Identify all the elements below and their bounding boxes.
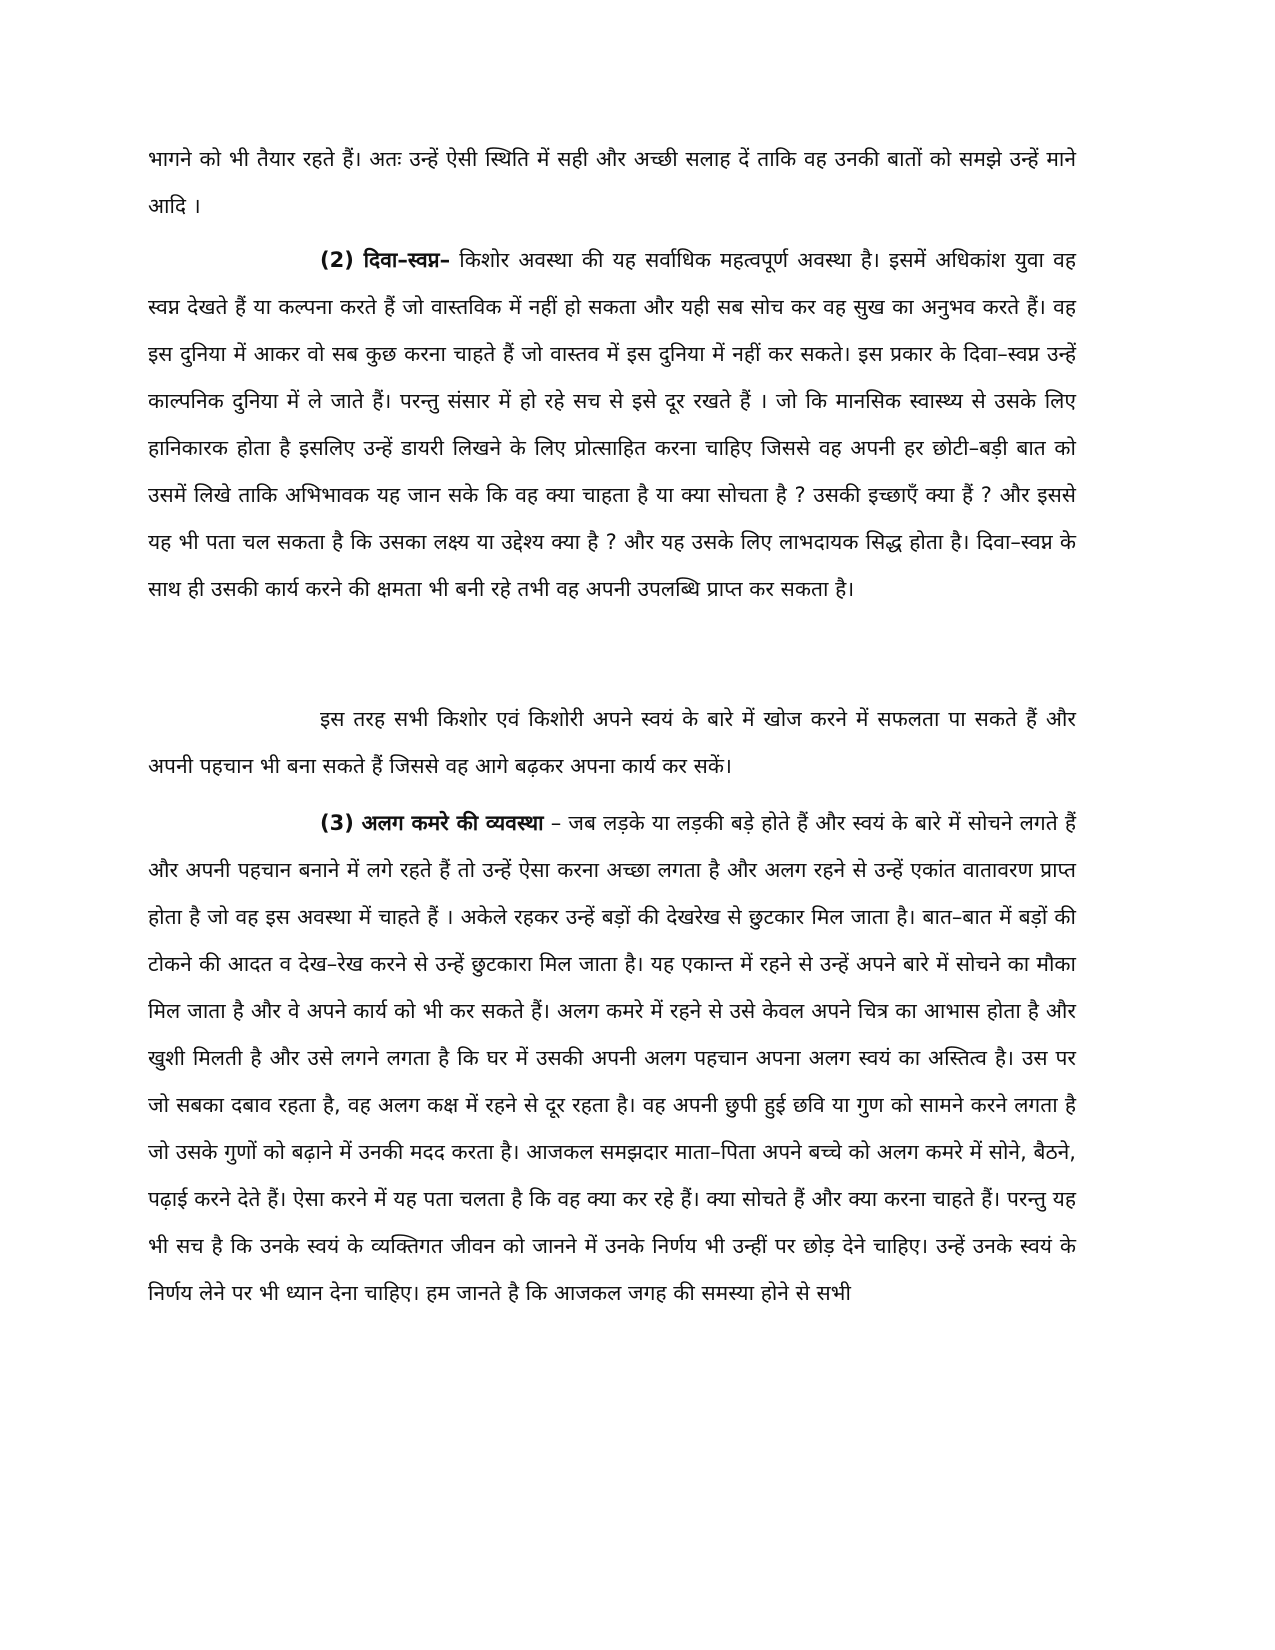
section-separate-room: [148, 800, 1076, 1317]
section-body-text: – जब लड़के या लड़की बड़े होते हैं और स्वयं के बारे में सोचने लगते हैं और अपनी पहचान बनाने में लगे रहते हैं तो उन्हें ऐसा करना अच्छा लगता है और अलग रहने से उन्हें एकांत वातावरण प्राप्त होता है जो वह इस अवस्था में चाहते हैं । अकेले रहकर उन्हें बड़ों की देखरेख से छुटकार मिल जाता है। बात–बात में बड़ों की टोकने की आदत व देख–रेख करने से उन्हें छुटकारा मिल जाता है। यह एकान्त में रहने से उन्हें अपने बारे में सोचने का मौका मिल जाता है और वे अपने कार्य को भी कर सकते हैं। अलग कमरे में रहने से उसे केवल अपने चित्र का आभास होता है और खुशी मिलती है और उसे लगने लगता है कि घर में उसकी अपनी अलग पहचान अपना अलग स्वयं का अस्तित्व है। उस पर जो सबका दबाव रहता है, वह अलग कक्ष में रहने से दूर रहता है। वह अपनी छुपी हुई छवि या गुण को सामने करने लगता है जो उसके गुणों को बढ़ाने में उनकी मदद करता है। आजकल समझदार माता–पिता अपने बच्चे को अलग कमरे में सोने, बैठने, पढ़ाई करने देते हैं। ऐसा करने में यह पता चलता है कि वह क्या कर रहे हैं। क्या सोचते हैं और क्या करना चाहते हैं। परन्तु यह भी सच है कि उनके स्वयं के व्यक्तिगत जीवन को जानने में उनके निर्णय भी उन्हीं पर छोड़ देने चाहिए। उन्हें उनके स्वयं के निर्णय लेने पर भी ध्यान देना चाहिए। हम जानते है कि आजकल जगह की समस्या होने से सभी: [148, 811, 1076, 1305]
paragraph-text: भागने को भी तैयार रहते हैं। अतः उन्हें ऐसी स्थिति में सही और अच्छी सलाह दें ताकि वह उनकी बातों को समझे उन्हें माने आदि ।: [148, 147, 1076, 218]
section-heading-separate-room: (3) अलग कमरे की व्यवस्था: [320, 811, 544, 835]
section-body-text: किशोर अवस्था की यह सर्वाधिक महत्वपूर्ण अवस्था है। इसमें अधिकांश युवा वह स्वप्न देखते हैं या कल्पना करते हैं जो वास्तविक में नहीं हो सकता और यही सब सोच कर वह सुख का अनुभव करते हैं। वह इस दुनिया में आकर वो सब कुछ करना चाहते हैं जो वास्तव में इस दुनिया में नहीं कर सकते। इस प्रकार के दिवा–स्वप्न उन्हें काल्पनिक दुनिया में ले जाते हैं। परन्तु संसार में हो रहे सच से इसे दूर रखते हैं । जो कि मानसिक स्वास्थ्य से उसके लिए हानिकारक होता है इसलिए उन्हें डायरी लिखने के लिए प्रोत्साहित करना चाहिए जिससे वह अपनी हर छोटी–बड़ी बात को उसमें लिखे ताकि अभिभावक यह जान सके कि वह क्या चाहता है या क्या सोचता है ? उसकी इच्छाएँ क्या हैं ? और इससे यह भी पता चल सकता है कि उसका लक्ष्य या उद्देश्य क्या है ? और यह उसके लिए लाभदायक सिद्ध होता है। दिवा–स्वप्न के साथ ही उसकी कार्य करने की क्षमता भी बनी रहे तभी वह अपनी उपलब्धि प्राप्त कर सकता है।: [148, 248, 1076, 601]
paragraph-summary: [148, 696, 1076, 790]
paragraph-continuation: [148, 136, 1076, 230]
section-paragraph: [148, 800, 1076, 1317]
section-day-dreaming: [148, 237, 1076, 613]
paragraph-text: इस तरह सभी किशोर एवं किशोरी अपने स्वयं के बारे में खोज करने में सफलता पा सकते हैं और अपनी पहचान भी बना सकते हैं जिससे वह आगे बढ़कर अपना कार्य कर सकें।: [148, 707, 1076, 778]
section-paragraph: [148, 237, 1076, 613]
section-heading-day-dreaming: (2) दिवा–स्वप्न–: [320, 248, 451, 272]
